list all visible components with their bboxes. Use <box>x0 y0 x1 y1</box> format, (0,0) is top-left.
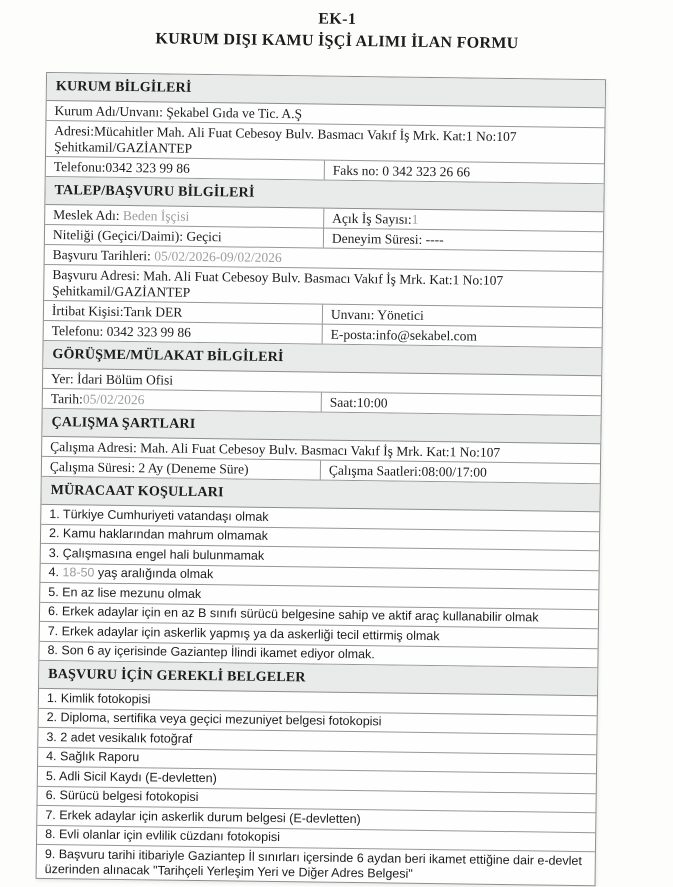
list-item: 7. Erkek adaylar için askerlik durum belgesi (E-devletten) <box>37 806 595 833</box>
field-gorusme-tarih <box>43 389 322 412</box>
field-niteligi: Niteliği (Geçici/Daimi): Geçici <box>45 225 324 248</box>
list-item: 2. Diploma, sertifika veya geçici mezuniyet belgesi fotokopisi <box>39 708 597 735</box>
field-calisma-saatleri: Çalışma Saatleri:08:00/17:00 <box>328 462 487 480</box>
field-gorusme-yer: Yer: İdari Bölüm Ofisi <box>43 369 601 396</box>
item-4-suffix: yaş aralığında olmak <box>94 565 214 582</box>
basvuru-tarihleri-value: 05/02/2026-09/02/2026 <box>154 248 282 266</box>
item-4-age-range: 18-50 <box>62 565 95 580</box>
field-irtibat-kisisi: İrtibat Kişisi:Tarık DER <box>44 301 323 324</box>
list-item: 2. Kamu haklarından mahrum olmamak <box>41 524 599 551</box>
section-header-talep-basvuru: TALEP/BAŞVURU BİLGİLERİ <box>45 177 603 212</box>
section-header-gorusme-mulakat: GÖRÜŞME/MÜLAKAT BİLGİLERİ <box>43 341 601 376</box>
gorusme-tarih-label: Tarih: <box>50 391 83 407</box>
list-item: 1. Kimlik fotokopisi <box>39 689 597 716</box>
meslek-adi-label: Meslek Adı: <box>53 207 124 223</box>
list-item: 5. En az lise mezunu olmak <box>40 583 598 610</box>
list-item: 7. Erkek adaylar için askerlik yapmış ya da askerliği tecil ettirmiş olmak <box>40 622 598 649</box>
section-header-gerekli-belgeler: BAŞVURU İÇİN GEREKLİ BELGELER <box>39 661 597 696</box>
field-gorusme-saat: Saat:10:00 <box>329 394 388 411</box>
field-kurum-adresi: Adresi:Mücahitler Mah. Ali Fuat Cebesoy Bulv. Basmacı Vakıf İş Mrk. Kat:1 No:107 Şehitkamil/GAZİANTEP <box>46 121 604 164</box>
field-eposta: E-posta:info@sekabel.com <box>330 326 478 344</box>
list-item: 3. 2 adet vesikalık fotoğraf <box>38 728 596 755</box>
field-calisma-suresi: Çalışma Süresi: 2 Ay (Deneme Süre) <box>42 457 321 480</box>
meslek-adi-value: Beden İşçisi <box>122 207 190 224</box>
field-deneyim-suresi: Deneyim Süresi: ---- <box>331 230 444 248</box>
field-calisma-adresi: Çalışma Adresi: Mah. Ali Fuat Cebesoy Bulv. Basmacı Vakıf İş Mrk. Kat:1 No:107 <box>42 437 600 464</box>
gerekli-belgeler-list <box>37 689 597 885</box>
form-title: KURUM DIŞI KAMU İŞÇİ ALIMI İLAN FORMU <box>155 30 519 53</box>
field-acik-is-sayisi <box>324 209 603 232</box>
item-4-prefix: 4. <box>48 565 63 580</box>
field-kurum-telefonu: Telefonu:0342 323 99 86 <box>46 157 325 180</box>
list-item: 8. Evli olanlar için evlilik cüzdanı fotokopisi <box>37 825 595 852</box>
list-item: 4. Sağlık Raporu <box>38 747 596 774</box>
form-code: EK-1 <box>318 10 357 29</box>
form-table <box>36 72 607 886</box>
list-item: 9. Başvuru tarihi itibariyle Gaziantep İl sınırları içersinde 6 aydan beri ikamet ettiğine dair e-devlet üzerinden alınacak "Tarihçeli Yerleşim Yeri ve Diğer Adres Belgesi" <box>44 846 582 881</box>
field-kurum-faks: Faks no: 0 342 323 26 66 <box>332 162 471 180</box>
field-unvani: Unvanı: Yönetici <box>330 306 424 323</box>
field-talep-telefonu: Telefonu: 0342 323 99 86 <box>44 321 323 344</box>
list-item: 3. Çalışmasına engel hali bulunmamak <box>41 544 599 571</box>
form-titles <box>0 0 673 55</box>
field-meslek-adi <box>45 205 324 228</box>
section-header-calisma-sartlari: ÇALIŞMA ŞARTLARI <box>42 409 600 444</box>
muracaat-kosullari-list <box>39 505 599 668</box>
list-item: 5. Adli Sicil Kaydı (E-devletten) <box>38 767 596 794</box>
list-item: 1. Türkiye Cumhuriyeti vatandaşı olmak <box>41 505 599 532</box>
acik-is-value: 1 <box>411 211 419 227</box>
field-kurum-adi-unvani: Kurum Adı/Unvanı: Şekabel Gıda ve Tic. A.Ş <box>46 101 604 128</box>
section-header-muracaat-kosullari: MÜRACAAT KOŞULLARI <box>41 477 599 512</box>
field-basvuru-adresi: Başvuru Adresi: Mah. Ali Fuat Cebesoy Bulv. Basmacı Vakıf İş Mrk. Kat:1 No:107 Şehitkamil/GAZİANTEP <box>44 265 602 308</box>
list-item: 8. Son 6 ay içerisinde Gaziantep İlindi ikamet ediyor olmak. <box>39 641 597 668</box>
list-item: 6. Erkek adaylar için en az B sınıfı sürücü belgesine sahip ve aktif araç kullanabilir olmak <box>40 602 598 629</box>
acik-is-label: Açık İş Sayısı: <box>332 210 412 227</box>
gorusme-tarih-value: 05/02/2026 <box>82 391 145 408</box>
list-item: 6. Sürücü belgesi fotokopisi <box>37 786 595 813</box>
basvuru-tarihleri-label: Başvuru Tarihleri: <box>52 247 155 264</box>
section-header-kurum-bilgileri: KURUM BİLGİLERİ <box>47 73 605 108</box>
